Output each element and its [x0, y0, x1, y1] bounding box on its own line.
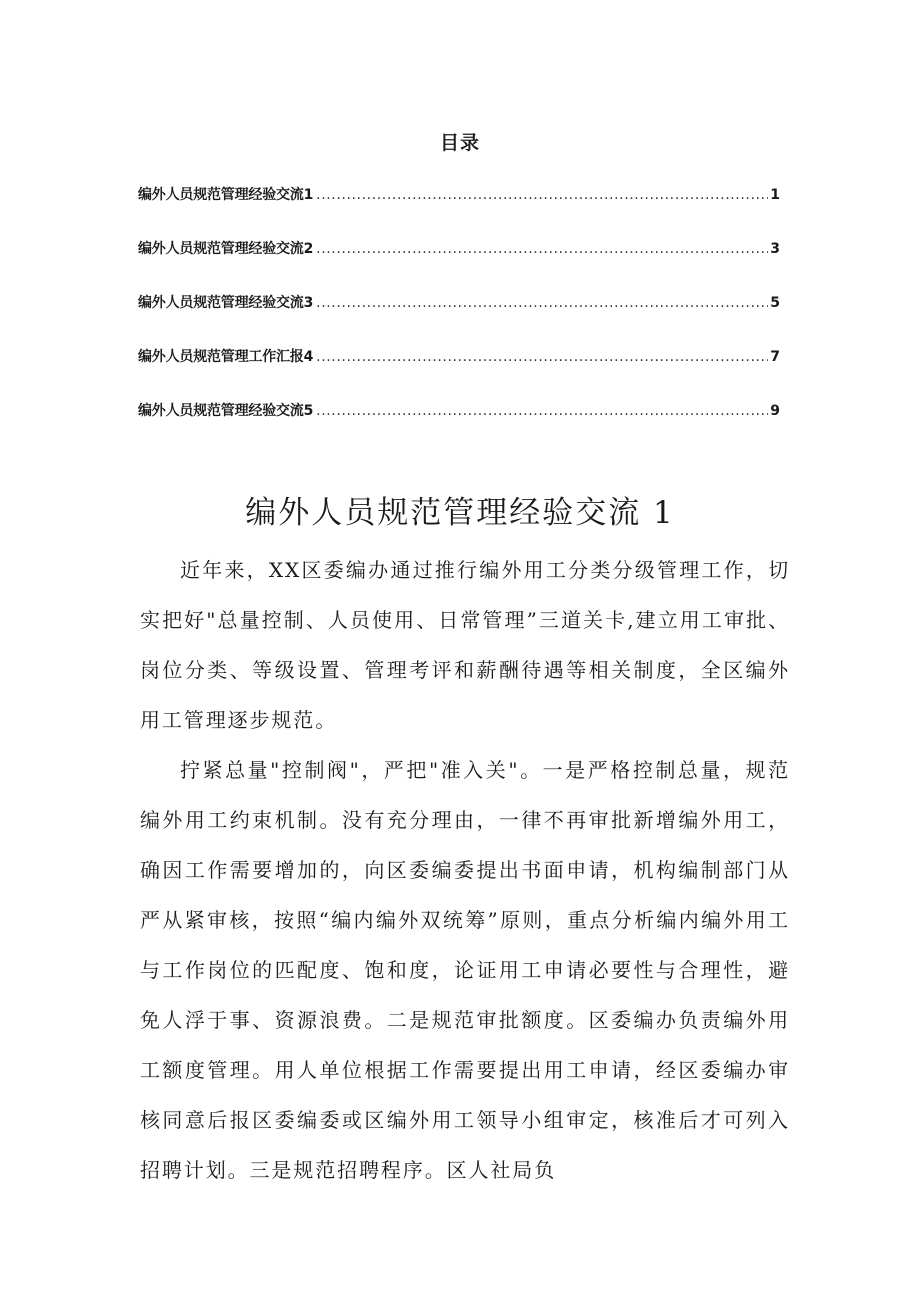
toc-page-number: 3: [770, 241, 780, 257]
toc-leader-dots: [316, 184, 768, 206]
toc-leader-dots: [316, 400, 768, 422]
toc-page-number: 5: [770, 295, 780, 311]
toc-entry-label: 编外人员规范管理经验交流3: [138, 295, 314, 311]
toc-entry-label: 编外人员规范管理经验交流1: [138, 187, 314, 203]
toc-page-number: 1: [770, 187, 780, 203]
article-body: [140, 545, 790, 1195]
toc-entry[interactable]: [138, 346, 780, 400]
article-title: 编外人员规范管理经验交流 1: [245, 494, 675, 531]
toc-entry-label: 编外人员规范管理经验交流5: [138, 403, 314, 419]
toc-title: 目录: [439, 132, 480, 154]
toc-page-number: 7: [770, 349, 780, 365]
toc-page-number: 9: [770, 403, 780, 419]
toc-entry-label: 编外人员规范管理工作汇报4: [138, 349, 314, 365]
toc-entry[interactable]: [138, 400, 780, 454]
toc-entry[interactable]: [138, 292, 780, 346]
toc-leader-dots: [316, 346, 768, 368]
toc-entry[interactable]: [138, 238, 780, 292]
toc-entry[interactable]: [138, 184, 780, 238]
article-paragraph: 近年来，XX区委编办通过推行编外用工分类分级管理工作，切实把好"总量控制、人员使用、日常管理”三道关卡,建立用工审批、岗位分类、等级设置、管理考评和薪酬待遇等相关制度，全区编外用工管理逐步规范。: [140, 558, 790, 732]
table-of-contents: [138, 184, 780, 454]
article-paragraph: 拧紧总量"控制阀"，严把"准入关"。一是严格控制总量，规范编外用工约束机制。没有充分理由，一律不再审批新增编外用工，确因工作需要增加的，向区委编委提出书面申请，机构编制部门从严从紧审核，按照“编内编外双统筹”原则，重点分析编内编外用工与工作岗位的匹配度、饱和度，论证用工申请必要性与合理性，避免人浮于事、资源浪费。二是规范审批额度。区委编办负责编外用工额度管理。用人单位根据工作需要提出用工申请，经区委编办审核同意后报区委编委或区编外用工领导小组审定，核准后才可列入招聘计划。三是规范招聘程序。区人社局负: [140, 758, 790, 1182]
toc-entry-label: 编外人员规范管理经验交流2: [138, 241, 314, 257]
toc-leader-dots: [316, 292, 768, 314]
toc-leader-dots: [316, 238, 768, 260]
